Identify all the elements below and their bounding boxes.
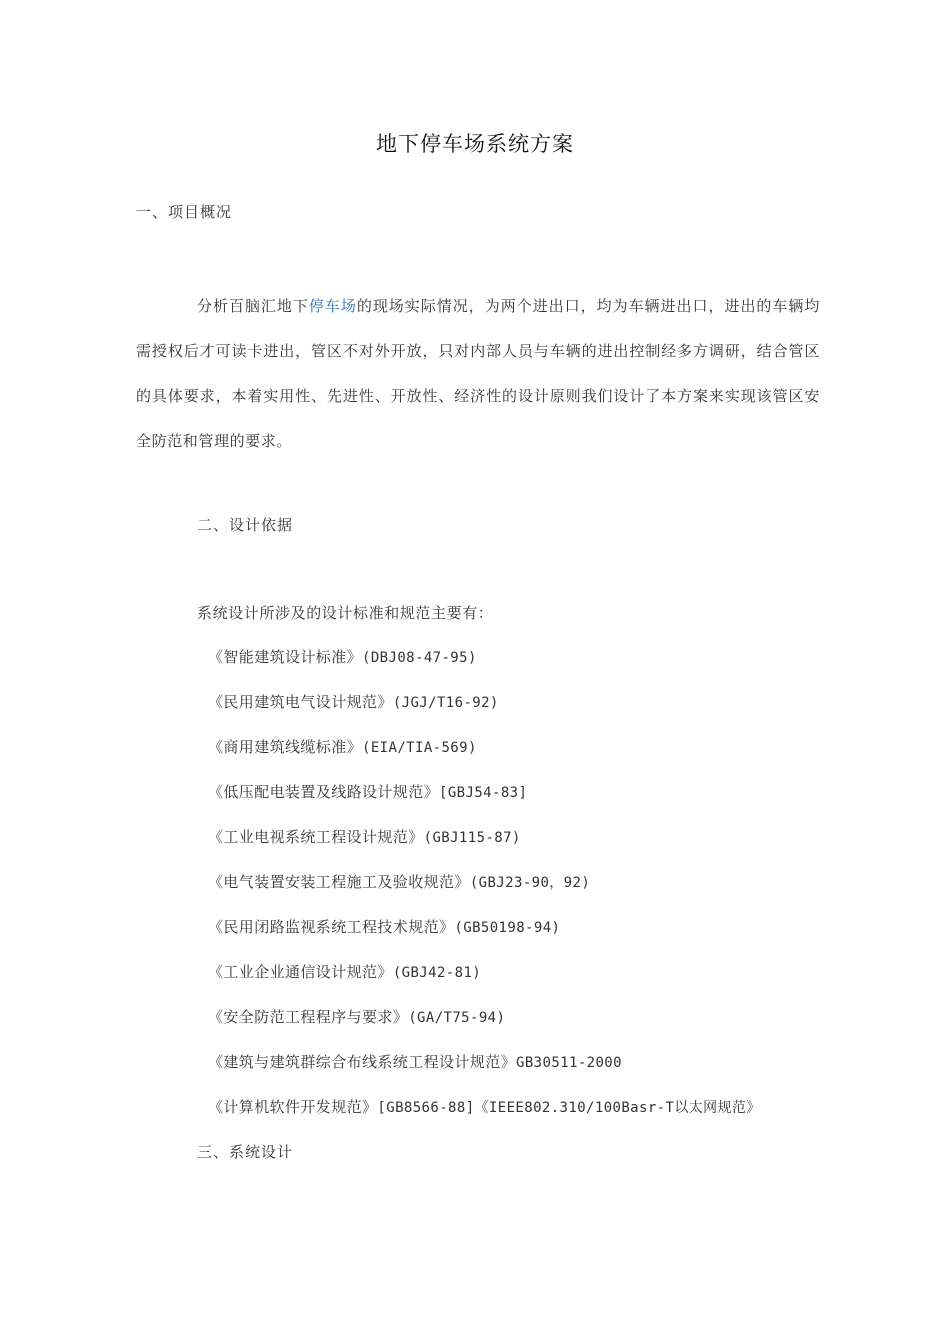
standard-name: 《低压配电装置及线路设计规范》 <box>208 783 440 801</box>
parking-lot-link[interactable]: 停车场 <box>308 297 357 315</box>
standard-name: 《民用闭路监视系统工程技术规范》 <box>208 918 455 936</box>
standard-name: 《安全防范工程程序与要求》 <box>208 1008 409 1026</box>
standard-name: 《商用建筑线缆标准》 <box>208 738 363 756</box>
standard-code: GB30511-2000 <box>516 1055 622 1071</box>
standards-intro: 系统设计所涉及的设计标准和规范主要有： <box>197 604 494 622</box>
list-item <box>208 871 761 916</box>
standard-name: 《工业电视系统工程设计规范》 <box>208 828 424 846</box>
standard-code: (GBJ23-90，92) <box>469 875 591 891</box>
standard-code: (JGJ/T16-92) <box>392 695 499 711</box>
list-item <box>208 916 761 961</box>
standard-code: (GA/T75-94) <box>408 1010 506 1026</box>
standard-code: (EIA/TIA-569) <box>362 740 477 756</box>
section-heading-system-design: 三、系统设计 <box>197 1143 294 1161</box>
standard-name: 《智能建筑设计标准》 <box>208 648 363 666</box>
standard-code: (DBJ08-47-95) <box>362 650 477 666</box>
standard-name: 《民用建筑电气设计规范》 <box>208 693 393 711</box>
standard-code: (GBJ115-87) <box>423 830 521 846</box>
list-item <box>208 826 761 871</box>
standard-code: (GB50198-94) <box>454 920 561 936</box>
overview-text-start: 分析百脑汇地下 <box>197 297 309 315</box>
list-item <box>208 736 761 781</box>
standard-name: 《电气装置安装工程施工及验收规范》 <box>208 873 470 891</box>
document-title: 地下停车场系统方案 <box>376 132 574 156</box>
standard-code: [GB8566-88]《IEEE802.310/100Basr-T以太网规范》 <box>377 1100 761 1116</box>
standard-code: (GBJ42-81) <box>392 965 482 981</box>
list-item <box>208 646 761 691</box>
standards-list <box>208 646 761 1141</box>
standard-name: 《建筑与建筑群综合布线系统工程设计规范》 <box>208 1053 517 1071</box>
standard-code: [GBJ54-83] <box>439 785 528 801</box>
standard-name: 《计算机软件开发规范》 <box>208 1098 378 1116</box>
list-item <box>208 961 761 1006</box>
section-heading-design-basis: 二、设计依据 <box>197 516 294 534</box>
section-heading-overview: 一、项目概况 <box>136 203 233 221</box>
overview-text-rest: 的现场实际情况，为两个进出口，均为车辆进出口，进出的车辆均需授权后才可读卡进出，管区不对外开放，只对内部人员与车辆的进出控制经多方调研，结合管区的具体要求，本着实用性、先进性、开放性、经济性的设计原则我们设计了本方案来实现该管区安全防范和管理的要求。 <box>136 297 820 450</box>
list-item <box>208 1051 761 1096</box>
standard-name: 《工业企业通信设计规范》 <box>208 963 393 981</box>
list-item <box>208 691 761 736</box>
list-item <box>208 1006 761 1051</box>
overview-paragraph <box>136 284 820 464</box>
list-item <box>208 1096 761 1141</box>
list-item <box>208 781 761 826</box>
